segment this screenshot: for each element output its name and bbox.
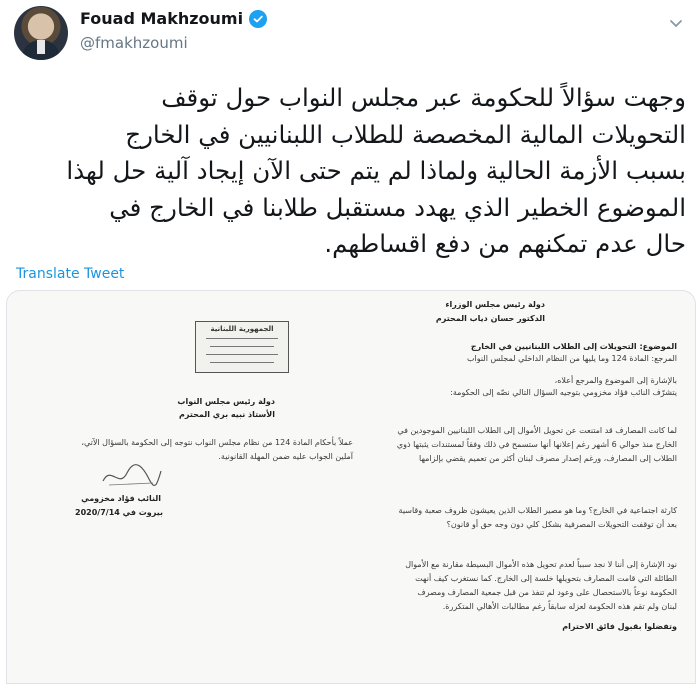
left-body-1: عملاً بأحكام المادة 124 من نظام مجلس النواب نتوجه إلى الحكومة بالسؤال الآتي، — [81, 438, 353, 447]
left-signer: النائب فؤاد مخزومي — [81, 494, 161, 503]
letter-subject: الموضوع: التحويلات إلى الطلاب اللبنانيين في الخارج — [470, 342, 677, 351]
letter-closing: وتفضلوا بقبول فائق الاحترام — [562, 622, 677, 631]
left-addressee-2: الأستاذ نبيه بري المحترم — [179, 410, 275, 419]
verified-badge-icon — [249, 10, 267, 28]
letter-p3-line1: نود الإشارة إلى أننا لا نجد سبباً لعدم تحويل هذه الأموال البسيطة مقارنة مع الأموال — [405, 560, 677, 569]
letter-p2-line1: كارثة اجتماعية في الخارج؟ وما هو مصير الطلاب الذين يعيشون ظروف صعبة وقاسية — [398, 506, 677, 515]
letter-reference: المرجع: المادة 124 وما يليها من النظام الداخلي لمجلس النواب — [466, 354, 677, 363]
avatar[interactable] — [14, 6, 68, 60]
left-body-2: آملين الجواب عليه ضمن المهلة القانونية. — [218, 452, 353, 461]
letter-p1-line3: الطلاب إلى المصارف، ورغم إصدار مصرف لبنان أكثر من تعميم يقضي بإلزامها — [419, 454, 677, 463]
letter-intro: يتشرّف النائب فؤاد مخزومي بتوجيه السؤال التالي نصّه إلى الحكومة: — [450, 388, 677, 397]
tweet-text: وجهت سؤالاً للحكومة عبر مجلس النواب حول توقف التحويلات المالية المخصصة للطلاب اللبنانيين في الخارج بسبب الأزمة الحالية ولماذا لم يتم حتى الآن إيجاد آلية حل لهذا الموضوع الخطير الذي يهدد مستقبل طلابنا في الخارج في حال عدم تمكنهم من دفع اقساطهم. — [66, 83, 686, 258]
letter-p3-line2: الطائلة التي قامت المصارف بتحويلها خلسة إلى الخارج. كما نستغرب كيف أنهت — [415, 574, 677, 583]
letter-p1-line1: لما كانت المصارف قد امتنعت عن تحويل الأموال إلى الطلاب اللبنانيين الموجودين في — [397, 426, 677, 435]
stamp-title: الجمهورية اللبنانية — [210, 325, 274, 333]
user-handle[interactable]: @fmakhzoumi — [80, 34, 188, 52]
letter-p1-line2: الخارج منذ حوالي 6 أشهر رغم إعلانها أنها ستسمح في ذلك وفقاً لمستندات يثبتها ذوي — [396, 440, 677, 449]
tweet-image-document[interactable] — [6, 290, 696, 684]
chevron-down-icon[interactable] — [666, 14, 686, 34]
name-row — [80, 9, 267, 28]
display-name[interactable]: Fouad Makhzoumi — [80, 9, 244, 28]
left-date: بيروت في 2020/7/14 — [75, 508, 163, 517]
signature — [99, 459, 163, 493]
right-addressee-2: الدكتور حسان دياب المحترم — [435, 314, 545, 323]
left-addressee-1: دولة رئيس مجلس النواب — [177, 397, 275, 406]
letter-ref-line: بالإشارة إلى الموضوع والمرجع أعلاه، — [554, 376, 677, 385]
official-stamp — [195, 321, 289, 373]
translate-tweet-link[interactable]: Translate Tweet — [16, 266, 125, 282]
letter-p2-line2: بعد أن توقفت التحويلات المصرفية بشكل كلي دون وجه حق أو قانون؟ — [446, 520, 677, 529]
letter-p3-line4: لبنان ولم تقم هذه الحكومة لعزله سابقاً رغم مطالبات الأهالي المتكررة. — [442, 602, 677, 611]
letter-p3-line3: الحكومة نوعاً بالاستحصال على وعود لم تنفذ من قبل جمعية المصارف ومصرف — [417, 588, 677, 597]
right-addressee-1: دولة رئيس مجلس الوزراء — [445, 300, 545, 309]
